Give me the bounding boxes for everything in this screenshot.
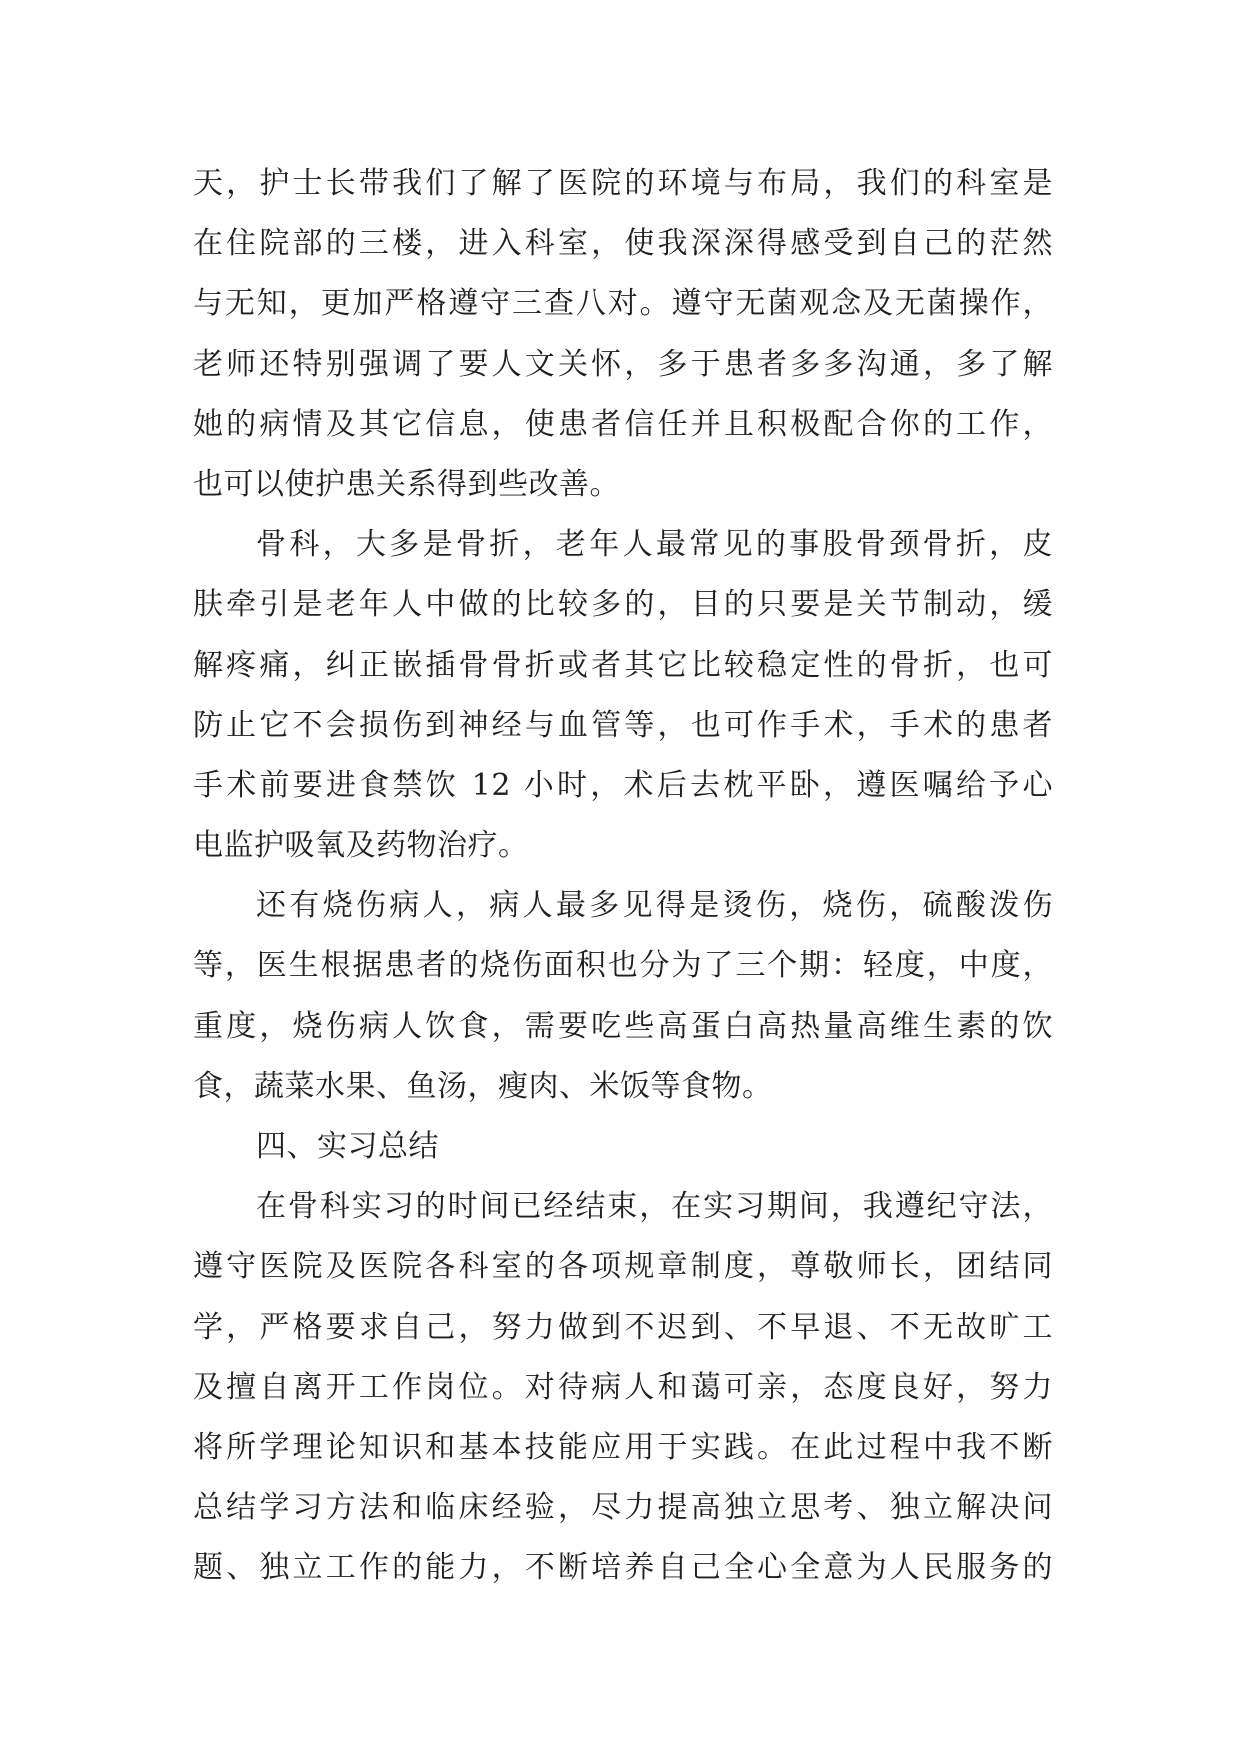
section-heading: 四、实习总结 — [256, 1129, 439, 1164]
text-line: 与无知，更加严格遵守三查八对。遵守无菌观念及无菌操作， — [193, 286, 1053, 322]
paragraph-start-line: 还有烧伤病人，病人最多见得是烫伤，烧伤，硫酸泼伤 — [256, 888, 1053, 924]
body-text — [193, 154, 1053, 1599]
text-line: 在住院部的三楼，进入科室，使我深深得感受到自己的茫然 — [193, 226, 1053, 262]
text-line: 食，蔬菜水果、鱼汤，瘦肉、米饭等食物。 — [193, 1068, 773, 1104]
text-line: 总结学习方法和临床经验，尽力提高独立思考、独立解决问 — [193, 1490, 1053, 1526]
paragraph-start-line: 在骨科实习的时间已经结束，在实习期间，我遵纪守法， — [256, 1189, 1053, 1225]
text-line: 电监护吸氧及药物治疗。 — [193, 828, 529, 864]
paragraph-start-line: 骨科，大多是骨折，老年人最常见的事股骨颈骨折，皮 — [256, 527, 1053, 563]
text-line: 她的病情及其它信息，使患者信任并且积极配合你的工作， — [193, 406, 1053, 442]
text-line: 学，严格要求自己，努力做到不迟到、不早退、不无故旷工 — [193, 1309, 1053, 1345]
text-line: 等，医生根据患者的烧伤面积也分为了三个期：轻度，中度， — [193, 948, 1053, 984]
text-line: 重度，烧伤病人饮食，需要吃些高蛋白高热量高维生素的饮 — [193, 1008, 1053, 1044]
text-line: 老师还特别强调了要人文关怀，多于患者多多沟通，多了解 — [193, 346, 1053, 382]
text-line: 防止它不会损伤到神经与血管等，也可作手术，手术的患者 — [193, 707, 1053, 743]
text-line: 题、独立工作的能力，不断培养自己全心全意为人民服务的 — [193, 1550, 1053, 1586]
text-line: 将所学理论知识和基本技能应用于实践。在此过程中我不断 — [193, 1429, 1053, 1465]
text-line: 及擅自离开工作岗位。对待病人和蔼可亲，态度良好，努力 — [193, 1369, 1053, 1405]
text-line: 手术前要进食禁饮 12 小时，术后去枕平卧，遵医嘱给予心 — [193, 767, 1053, 803]
text-line: 遵守医院及医院各科室的各项规章制度，尊敬师长，团结同 — [193, 1249, 1053, 1285]
text-line: 天，护士长带我们了解了医院的环境与布局，我们的科室是 — [193, 166, 1053, 201]
text-line: 肤牵引是老年人中做的比较多的，目的只要是关节制动，缓 — [193, 587, 1053, 623]
text-line: 也可以使护患关系得到些改善。 — [193, 466, 620, 502]
text-line: 解疼痛，纠正嵌插骨骨折或者其它比较稳定性的骨折，也可 — [193, 647, 1053, 683]
